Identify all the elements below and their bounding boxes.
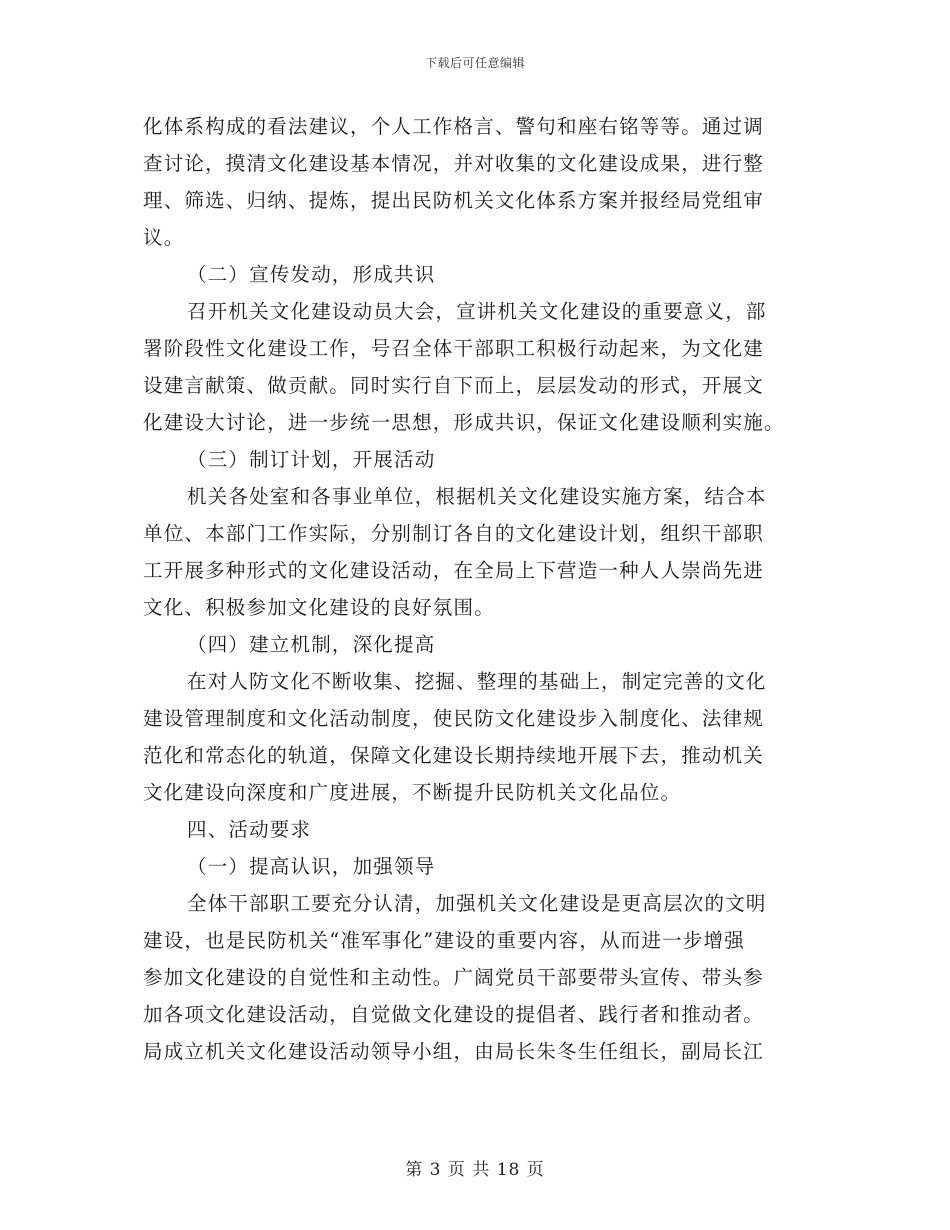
section-heading: （一）提高认识，加强领导 <box>187 855 436 878</box>
body-line: 化体系构成的看法建议，个人工作格言、警句和座右铭等等。通过调 <box>143 115 765 138</box>
body-line: 建设管理制度和文化活动制度，使民防文化建设步入制度化、法律规 <box>143 707 765 730</box>
body-line: 局成立机关文化建设活动领导小组，由局长朱冬生任组长，副局长江 <box>143 1040 765 1063</box>
body-line: 化建设大讨论，进一步统一思想，形成共识，保证文化建设顺利实施。 <box>143 411 785 434</box>
page-header-note: 下载后可任意编辑 <box>424 56 525 70</box>
body-line: 建设，也是民防机关“准军事化”建设的重要内容，从而进一步增强 <box>143 929 745 952</box>
body-line: 加各项文化建设活动，自觉做文化建设的提倡者、践行者和推动者。 <box>143 1003 765 1026</box>
body-line: 文化、积极参加文化建设的良好氛围。 <box>143 596 495 619</box>
body-line: 文化建设向深度和广度进展，不断提升民防机关文化品位。 <box>143 781 682 804</box>
section-heading: （二）宣传发动，形成共识 <box>187 263 436 286</box>
body-line: 机关各处室和各事业单位，根据机关文化建设实施方案，结合本 <box>187 485 767 508</box>
body-line: 全体干部职工要充分认清，加强机关文化建设是更高层次的文明 <box>187 892 767 915</box>
body-line: 范化和常态化的轨道，保障文化建设长期持续地开展下去，推动机关 <box>143 744 765 767</box>
body-line: 单位、本部门工作实际，分别制订各自的文化建设计划，组织干部职 <box>143 522 765 545</box>
body-line: 工开展多种形式的文化建设活动，在全局上下营造一种人人崇尚先进 <box>143 559 765 582</box>
body-line: 查讨论，摸清文化建设基本情况，并对收集的文化建设成果，进行整 <box>143 152 765 175</box>
body-line: 设建言献策、做贡献。同时实行自下而上，层层发动的形式，开展文 <box>143 374 765 397</box>
document-body <box>143 108 803 1070</box>
body-line: 召开机关文化建设动员大会，宣讲机关文化建设的重要意义，部 <box>187 300 767 323</box>
body-line: 理、筛选、归纳、提炼，提出民防机关文化体系方案并报经局党组审 <box>143 189 765 212</box>
body-line: 议。 <box>143 226 185 249</box>
section-heading: 四、活动要求 <box>187 818 312 841</box>
section-heading: （四）建立机制，深化提高 <box>187 633 436 656</box>
body-line: 在对人防文化不断收集、挖掘、整理的基础上，制定完善的文化 <box>187 670 767 693</box>
body-line: 参加文化建设的自觉性和主动性。广阔党员干部要带头宣传、带头参 <box>143 966 765 989</box>
section-heading: （三）制订计划，开展活动 <box>187 448 436 471</box>
page-number-footer: 第 3 页 共 18 页 <box>405 1160 545 1180</box>
body-line: 署阶段性文化建设工作，号召全体干部职工积极行动起来，为文化建 <box>143 337 765 360</box>
